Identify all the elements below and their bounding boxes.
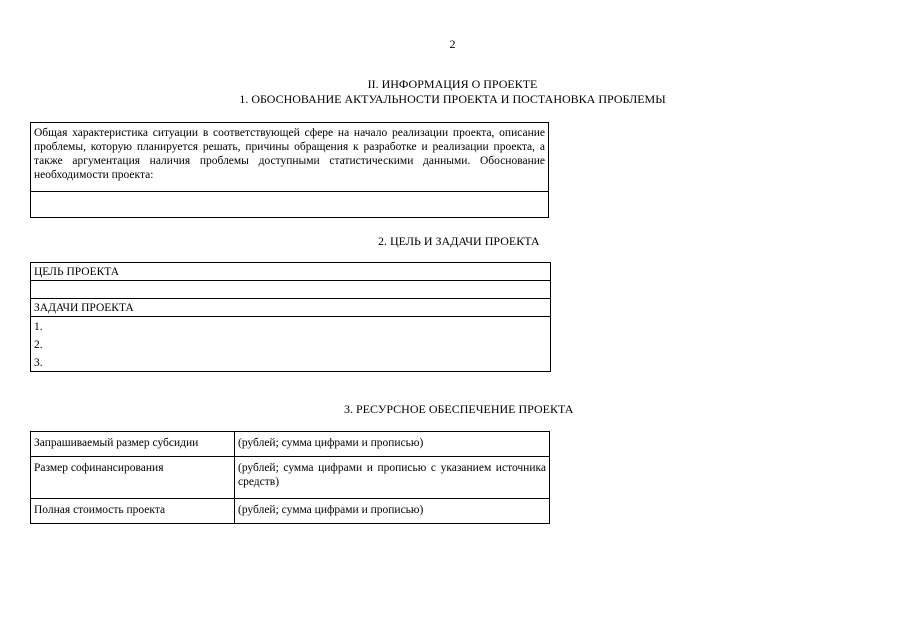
table-row — [31, 499, 550, 524]
goals-box — [30, 262, 551, 372]
resource-label: Запрашиваемый размер субсидии — [31, 432, 235, 457]
resource-value[interactable]: (рублей; сумма цифрами и прописью) — [235, 432, 550, 457]
resource-value[interactable]: (рублей; сумма цифрами и прописью с указанием источника средств) — [235, 457, 550, 499]
resources-heading: 3. РЕСУРСНОЕ ОБЕСПЕЧЕНИЕ ПРОЕКТА — [344, 402, 574, 416]
goals-heading: 2. ЦЕЛЬ И ЗАДАЧИ ПРОЕКТА — [378, 234, 540, 248]
table-row — [31, 432, 550, 457]
task-item-2[interactable]: 2. — [34, 339, 43, 351]
goal-label: ЦЕЛЬ ПРОЕКТА — [31, 263, 550, 281]
resource-label: Полная стоимость проекта — [31, 499, 235, 524]
section-subtitle: 1. ОБОСНОВАНИЕ АКТУАЛЬНОСТИ ПРОЕКТА И ПОСТАНОВКА ПРОБЛЕМЫ — [239, 92, 666, 106]
justification-prompt: Общая характеристика ситуации в соответствующей сфере на начало реализации проекта, описание проблемы, которую планируется решать, причины обращения к разработке и реализации проекта, а также аргументация наличия проблемы доступными статистическими данными. Обоснование необходимости проекта: — [31, 123, 548, 192]
section-title: II. ИНФОРМАЦИЯ О ПРОЕКТЕ — [367, 77, 538, 91]
page-number: 2 — [449, 37, 456, 51]
tasks-label: ЗАДАЧИ ПРОЕКТА — [31, 299, 550, 317]
goal-field[interactable] — [31, 281, 550, 299]
resources-table — [30, 431, 550, 524]
resource-label: Размер софинансирования — [31, 457, 235, 499]
task-item-1[interactable]: 1. — [34, 321, 43, 333]
justification-answer-field[interactable] — [31, 192, 548, 217]
table-row — [31, 457, 550, 499]
justification-box — [30, 122, 549, 218]
task-item-3[interactable]: 3. — [34, 357, 43, 369]
resource-value[interactable]: (рублей; сумма цифрами и прописью) — [235, 499, 550, 524]
